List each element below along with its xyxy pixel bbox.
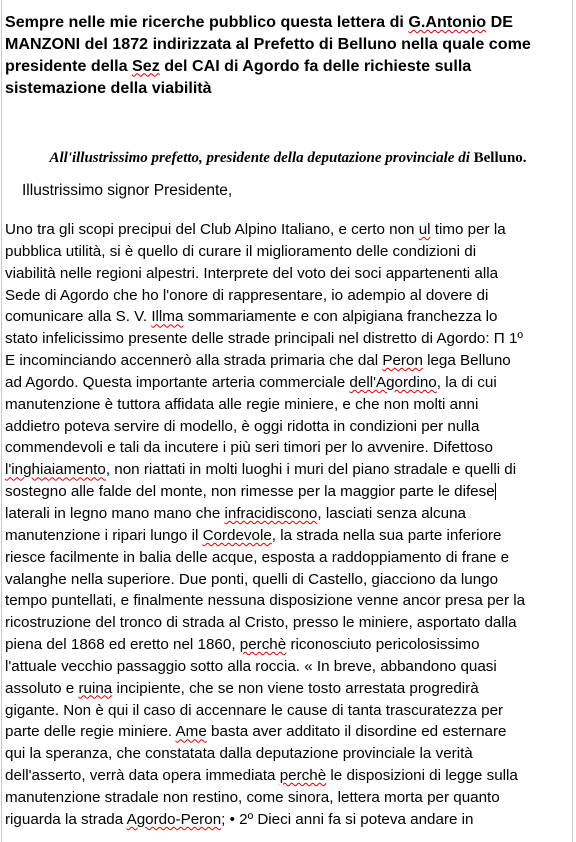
text-run: Sempre nelle mie ricerche pubblico questa lettera di xyxy=(5,13,409,31)
text-line xyxy=(5,306,576,328)
text-run: sostegno alle falde del monte, non rimesse per la maggior parte le difes xyxy=(5,483,487,501)
text-line xyxy=(5,656,576,678)
text-run: incipiente, che se non viene tosto arrestata progredirà xyxy=(112,679,479,697)
page-left-border xyxy=(1,0,2,842)
text-run: addietro poteva servire di modello, è oggi ridotta in condizioni per nulla xyxy=(5,417,480,435)
text-run: laterali in legno mano mano che xyxy=(5,504,225,522)
text-run: sommariamente e con alpigiana franchezza lo xyxy=(183,308,498,326)
text-run: pubblica utilità, si è quello di curare il miglioramento delle condizioni di xyxy=(5,242,477,260)
text-run: , la di cui xyxy=(436,373,497,391)
text-run: , la strada nella sua parte inferiore xyxy=(271,526,502,544)
text-line xyxy=(5,285,576,307)
text-line xyxy=(5,263,576,285)
text-run: assoluto e xyxy=(5,679,79,697)
text-run: manutenzione i ripari lungo il xyxy=(5,526,203,544)
misspelled-word: Peron xyxy=(382,352,423,370)
text-line xyxy=(5,459,576,481)
text-run: le disposizioni di legge sulla xyxy=(326,767,518,785)
text-line xyxy=(5,721,576,743)
misspelled-word: Ame xyxy=(175,723,207,741)
misspelled-word: Cordevole xyxy=(202,526,272,544)
text-run: ricostruzione del tronco di strada al Cristo, presso le miniere, asportato dalla xyxy=(5,614,517,632)
text-run: ad Agordo. Questa importante arteria commerciale xyxy=(5,373,350,391)
text-line xyxy=(5,700,576,722)
text-run: valanghe nella superiore. Due ponti, quelli di Castello, giacciono da lungo xyxy=(5,570,499,588)
text-line xyxy=(5,569,576,591)
text-line xyxy=(5,481,576,503)
text-run: comunicare alla S. V. xyxy=(5,308,152,326)
text-line xyxy=(5,678,576,700)
text-line xyxy=(5,765,576,787)
text-line xyxy=(5,634,576,656)
text-run: manutenzione stradale non restino, come sinora, lettera morta per quanto xyxy=(5,788,500,806)
text-run: del CAI di Agordo fa delle richieste sulla xyxy=(159,56,472,75)
document-heading[interactable] xyxy=(5,12,570,99)
text-run: ; • 2º Dieci anni fa si poteva andare in xyxy=(221,810,474,828)
text-line xyxy=(5,809,576,831)
text-line xyxy=(5,787,576,809)
text-run: viabilità nelle regioni alpestri. Interprete del voto dei soci appartenenti alla xyxy=(5,264,499,282)
text-line xyxy=(5,416,576,438)
text-run: commendevoli e tali da incutere i più seri timori per lo avvenire. Difettoso xyxy=(5,439,493,457)
text-cursor: e xyxy=(486,483,495,501)
text-run: manutenzione è tuttora affidata alle regie miniere, e che non molti anni xyxy=(5,395,479,413)
text-line xyxy=(5,612,576,634)
misspelled-word: infracidiscono xyxy=(224,504,318,522)
text-run: gigante. Non è qui il caso di accennare le cause di tanta trascuratezza per xyxy=(5,701,504,719)
text-run: l'attuale vecchio passaggio sotto alla roccia. « In breve, abbandono quasi xyxy=(5,657,497,675)
misspelled-word: ruina xyxy=(78,679,113,697)
misspelled-word: ul xyxy=(418,221,431,238)
text-run: Uno tra gli scopi precipui del Club Alpino Italiano, e certo non xyxy=(5,221,419,238)
text-line xyxy=(5,12,570,34)
text-run: riconosciuto pericolosissimo xyxy=(286,636,480,654)
text-run: stato infelicissimo presente delle strade principali nel distretto di Agordo: Π 1º xyxy=(5,330,523,348)
text-line xyxy=(5,503,576,525)
text-run: parte delle regie miniere. xyxy=(5,723,176,741)
misspelled-word: Agordo-Peron xyxy=(126,810,222,828)
text-run: DE xyxy=(486,13,513,31)
misspelled-word: l'inghiaiamento xyxy=(5,461,106,479)
text-line xyxy=(5,547,576,569)
misspelled-word: perchè xyxy=(279,767,327,785)
misspelled-word: Sez xyxy=(132,56,160,75)
text-run: timo per la xyxy=(430,221,506,238)
text-run: riesce facilmente in balia delle acque, esposta a raddoppiamento di frane e xyxy=(5,548,510,566)
dedication-place: Belluno. xyxy=(473,150,527,166)
text-line xyxy=(5,56,570,78)
text-run: presidente della xyxy=(5,56,133,75)
text-line xyxy=(5,394,576,416)
dedication-text: All'illustrissimo prefetto, presidente della deputazione provinciale di xyxy=(49,150,474,166)
text-run: E incominciando accennerò alla strada primaria che dal xyxy=(5,352,383,370)
text-line xyxy=(5,437,576,459)
salutation[interactable]: Illustrissimo signor Presidente, xyxy=(22,182,233,199)
text-line xyxy=(5,525,576,547)
misspelled-word: dell'Agordino xyxy=(349,373,437,391)
text-run: lega Belluno xyxy=(422,352,511,370)
text-run: , lasciati senza alcuna xyxy=(317,504,466,522)
text-run: dell'asserto, verrà data opera immediata xyxy=(5,767,280,785)
text-run: tempo puntellati, e finalmente nessuna disposizione venne ancor presa per la xyxy=(5,592,526,610)
text-line xyxy=(5,219,576,241)
text-line xyxy=(5,78,570,100)
text-line xyxy=(5,241,576,263)
dedication-line[interactable] xyxy=(0,148,576,168)
text-line xyxy=(5,350,576,372)
misspelled-word: perchè xyxy=(239,636,287,654)
text-run: , non riattati in molti luoghi i muri del piano stradale e quelli di xyxy=(105,461,517,479)
text-line xyxy=(5,590,576,612)
misspelled-word: Illma xyxy=(151,308,184,326)
text-run: MANZONI del 1872 indirizzata al Prefetto di Belluno nella quale come xyxy=(5,34,531,53)
text-run: piena del 1868 ed eretto nel 1860, xyxy=(5,636,240,654)
text-line xyxy=(5,743,576,765)
misspelled-word: G.Antonio xyxy=(408,13,487,31)
text-line xyxy=(5,34,570,56)
text-run: riguarda la strada xyxy=(5,810,127,828)
text-line xyxy=(5,372,576,394)
text-run: Sede di Agordo che ho l'onore di rappresentare, io adempio al dovere di xyxy=(5,286,489,304)
text-run: sistemazione della viabilità xyxy=(5,78,212,97)
letter-body[interactable] xyxy=(5,219,576,831)
text-line xyxy=(5,328,576,350)
text-run: qui la speranza, che constatata dalla deputazione provinciale la verità xyxy=(5,745,473,763)
text-run: basta aver additato il disordine ed esternare xyxy=(206,723,507,741)
